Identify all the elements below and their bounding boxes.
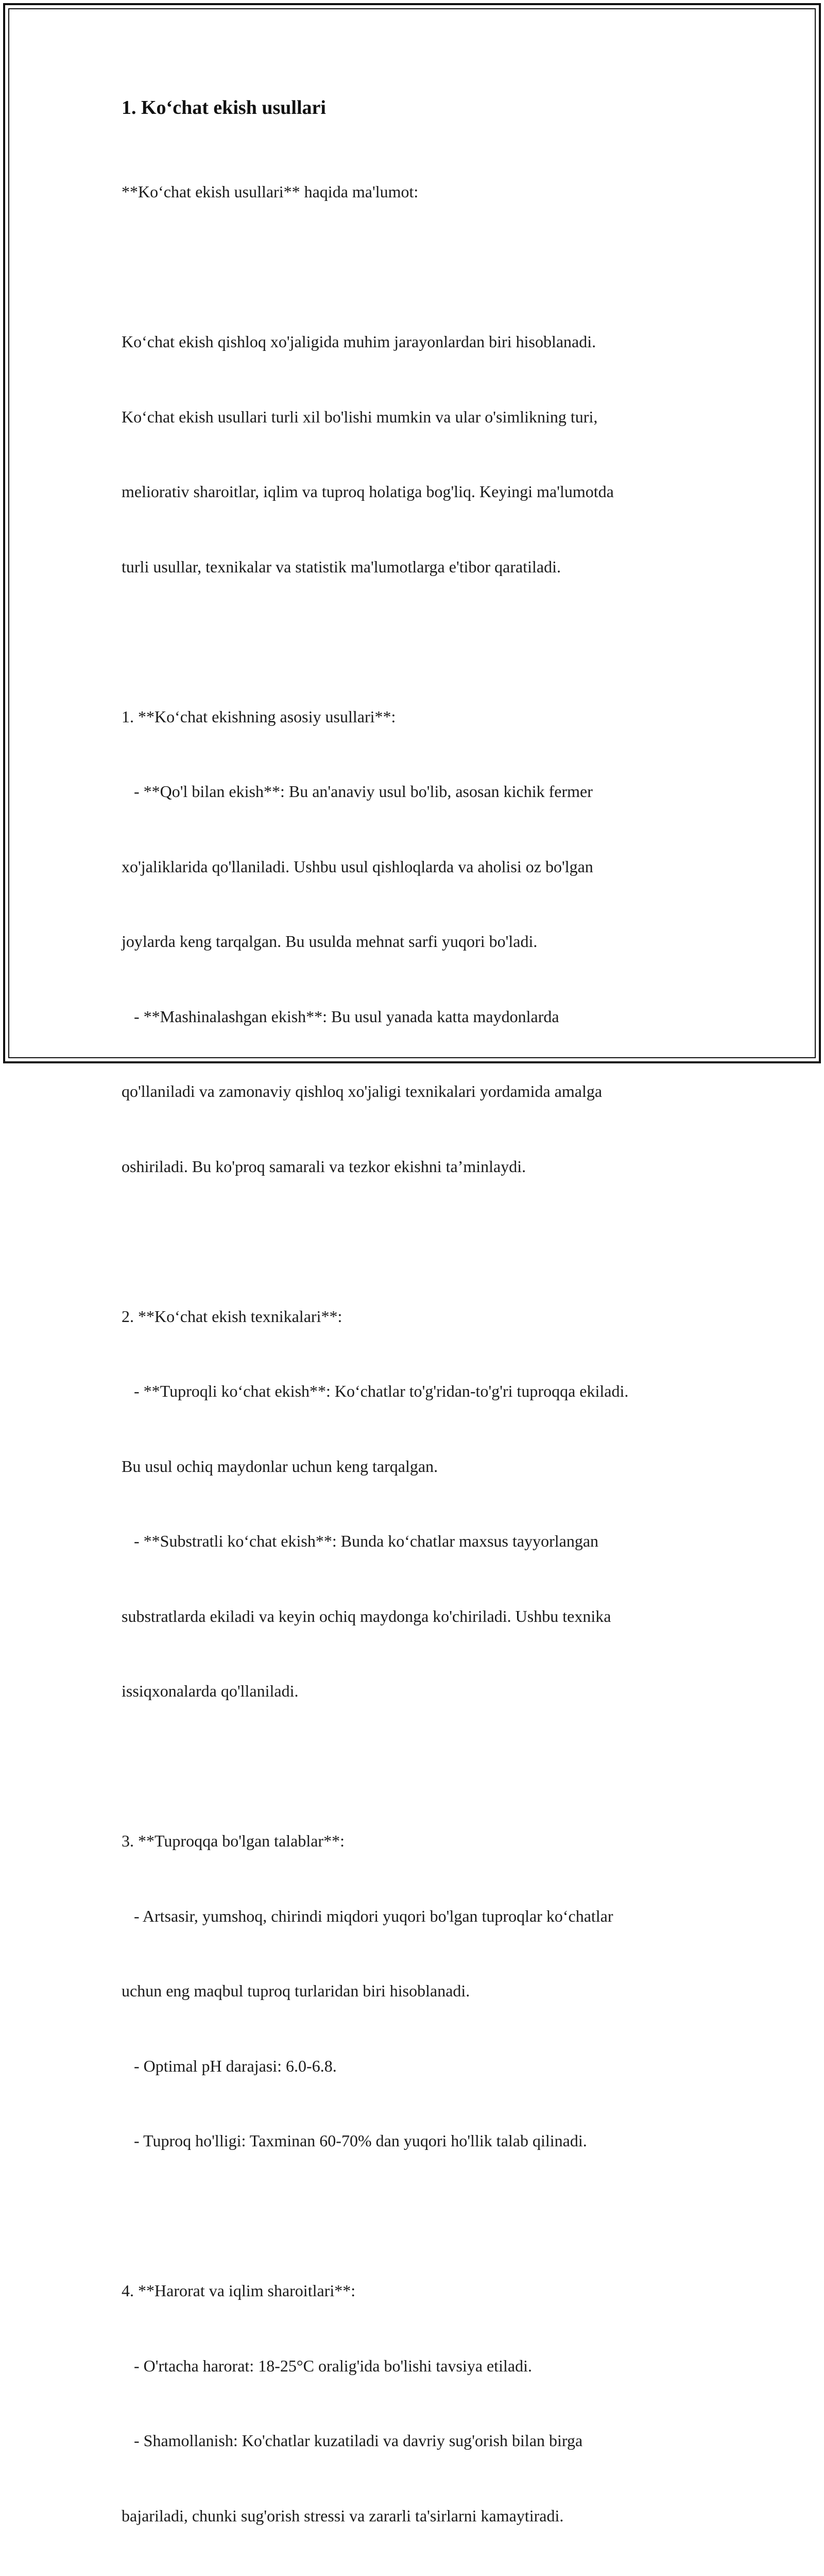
text-line [122, 1229, 729, 1254]
text-line: - Shamollanish: Ko'chatlar kuzatiladi va davriy sug'orish bilan birga [122, 2431, 583, 2450]
text-line: substratlarda ekiladi va keyin ochiq maydonga ko'chiriladi. Ushbu texnika [122, 1606, 611, 1625]
text-line: Ko‘chat ekish qishloq xo'jaligida muhim jarayonlardan biri hisoblanadi. [122, 332, 596, 351]
document-content [122, 95, 729, 2576]
text-line: - **Qo'l bilan ekish**: Bu an'anaviy usul bo'lib, asosan kichik fermer [122, 782, 593, 801]
text-line: turli usullar, texnikalar va statistik ma'lumotlarga e'tibor qaratiladi. [122, 557, 561, 576]
text-line: - O'rtacha harorat: 18-25°C oralig'ida bo'lishi tavsiya etiladi. [122, 2356, 532, 2375]
text-line: 2. **Ko‘chat ekish texnikalari**: [122, 1307, 342, 1326]
text-line [122, 255, 729, 280]
text-line: - Optimal pH darajasi: 6.0-6.8. [122, 2056, 337, 2075]
text-line: xo'jaliklarida qo'llaniladi. Ushbu usul qishloqlarda va aholisi oz bo'lgan [122, 857, 593, 876]
section-heading: 1. Ko‘chat ekish usullari [122, 97, 326, 118]
text-line [122, 629, 729, 654]
text-line: - **Mashinalashgan ekish**: Bu usul yanada katta maydonlarda [122, 1007, 559, 1026]
text-line: bajariladi, chunki sug'orish stressi va zararli ta'sirlarni kamaytiradi. [122, 2506, 564, 2525]
text-line: **Ko‘chat ekish usullari** haqida ma'lumot: [122, 182, 419, 201]
text-line: joylarda keng tarqalgan. Bu usulda mehnat sarfi yuqori bo'ladi. [122, 932, 538, 951]
text-line: issiqxonalarda qo'llaniladi. [122, 1682, 299, 1700]
text-line: qo'llaniladi va zamonaviy qishloq xo'jaligi texnikalari yordamida amalga [122, 1082, 603, 1100]
text-line: - **Substratli ko‘chat ekish**: Bunda ko‘chatlar maxsus tayyorlangan [122, 1532, 599, 1550]
text-line: 4. **Harorat va iqlim sharoitlari**: [122, 2281, 356, 2300]
text-line: - Tuproq ho'lligi: Taxminan 60-70% dan yuqori ho'llik talab qilinadi. [122, 2131, 587, 2150]
text-line [122, 2204, 729, 2229]
text-line: 3. **Tuproqqa bo'lgan talablar**: [122, 1832, 345, 1850]
text-line: Ko‘chat ekish usullari turli xil bo'lishi mumkin va ular o'simlikning turi, [122, 407, 598, 426]
text-line: - **Tuproqli ko‘chat ekish**: Ko‘chatlar to'g'ridan-to'g'ri tuproqqa ekiladi. [122, 1382, 629, 1400]
document-body [122, 129, 729, 2576]
text-line: 1. **Ko‘chat ekishning asosiy usullari**: [122, 707, 396, 726]
text-line: uchun eng maqbul tuproq turlaridan biri hisoblanadi. [122, 1981, 470, 2000]
text-line: oshiriladi. Bu ko'proq samarali va tezkor ekishni ta’minlaydi. [122, 1157, 526, 1176]
text-line: - Artsasir, yumshoq, chirindi miqdori yuqori bo'lgan tuproqlar ko‘chatlar [122, 1906, 613, 1925]
text-line [122, 1754, 729, 1779]
text-line: Bu usul ochiq maydonlar uchun keng tarqalgan. [122, 1456, 438, 1476]
text-line: meliorativ sharoitlar, iqlim va tuproq holatiga bog'liq. Keyingi ma'lumotda [122, 482, 614, 501]
